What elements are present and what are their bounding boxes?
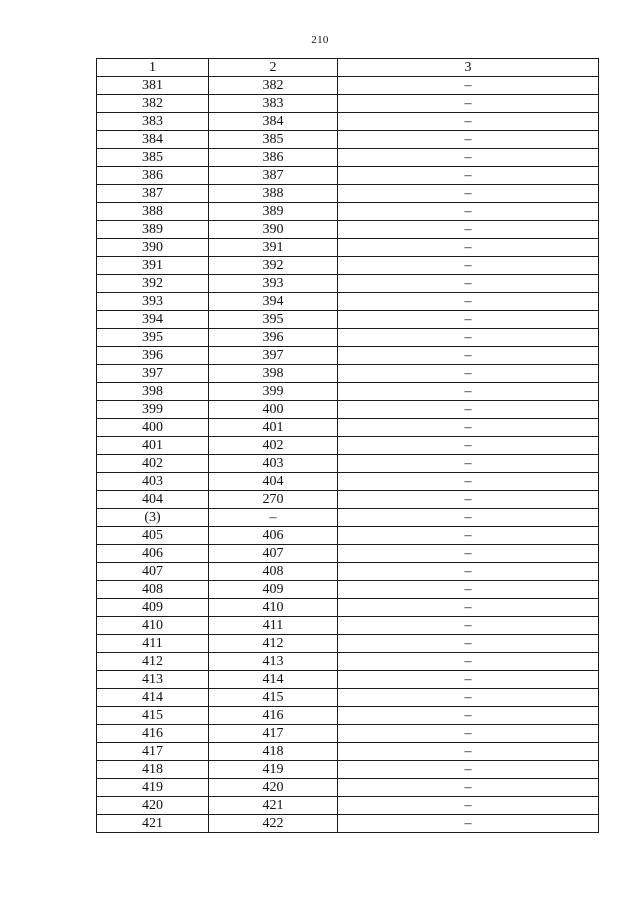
table-cell-col-3: – [338, 149, 599, 167]
table-row [97, 707, 599, 725]
table-row [97, 149, 599, 167]
table-cell-col-3: – [338, 563, 599, 581]
table-cell-col-1: 415 [97, 707, 209, 725]
table-cell-col-1: 409 [97, 599, 209, 617]
table-cell-col-1: 401 [97, 437, 209, 455]
table-row [97, 563, 599, 581]
table-row [97, 383, 599, 401]
table-row [97, 77, 599, 95]
table-row [97, 509, 599, 527]
table-cell-col-2: 414 [209, 671, 338, 689]
table-row [97, 221, 599, 239]
table-cell-col-2: 422 [209, 815, 338, 833]
table-cell-col-2: 394 [209, 293, 338, 311]
table-row [97, 545, 599, 563]
table-cell-col-1: 412 [97, 653, 209, 671]
table-cell-col-1: 421 [97, 815, 209, 833]
table-cell-col-3: – [338, 239, 599, 257]
table-cell-col-3: – [338, 671, 599, 689]
table-cell-col-2: 388 [209, 185, 338, 203]
table-cell-col-3: – [338, 725, 599, 743]
table-cell-col-3: – [338, 95, 599, 113]
table-row [97, 689, 599, 707]
table-cell-col-1: 402 [97, 455, 209, 473]
table-cell-col-1: 416 [97, 725, 209, 743]
table-cell-col-1: 392 [97, 275, 209, 293]
table-cell-col-1: 414 [97, 689, 209, 707]
table-cell-col-3: – [338, 509, 599, 527]
table-cell-col-3: – [338, 419, 599, 437]
table-cell-col-3: – [338, 311, 599, 329]
table-cell-col-3: – [338, 743, 599, 761]
table-cell-col-3: – [338, 365, 599, 383]
table-row [97, 167, 599, 185]
table-cell-col-1: 387 [97, 185, 209, 203]
table-cell-col-1: 420 [97, 797, 209, 815]
table-cell-col-3: – [338, 617, 599, 635]
table-header [97, 59, 599, 77]
table-cell-col-1: 410 [97, 617, 209, 635]
table-cell-col-2: 404 [209, 473, 338, 491]
table-cell-col-1: 394 [97, 311, 209, 329]
table-cell-col-2: 415 [209, 689, 338, 707]
table-row [97, 365, 599, 383]
table-cell-col-2: 389 [209, 203, 338, 221]
table-cell-col-2: 397 [209, 347, 338, 365]
table-cell-col-2: 393 [209, 275, 338, 293]
table-header-row [97, 59, 599, 77]
table-cell-col-3: – [338, 347, 599, 365]
table-cell-col-2: 385 [209, 131, 338, 149]
table-cell-col-2: 411 [209, 617, 338, 635]
table-cell-col-2: 420 [209, 779, 338, 797]
table-row [97, 779, 599, 797]
table-cell-col-1: 397 [97, 365, 209, 383]
table-cell-col-2: 410 [209, 599, 338, 617]
table-row [97, 311, 599, 329]
table-row [97, 437, 599, 455]
table-cell-col-1: 411 [97, 635, 209, 653]
table-cell-col-2: 408 [209, 563, 338, 581]
table-cell-col-1: 388 [97, 203, 209, 221]
table-cell-col-3: – [338, 275, 599, 293]
table-row [97, 239, 599, 257]
table-cell-col-1: 393 [97, 293, 209, 311]
table-cell-col-3: – [338, 203, 599, 221]
table-row [97, 581, 599, 599]
table-cell-col-3: – [338, 779, 599, 797]
table-cell-col-2: 270 [209, 491, 338, 509]
table-cell-col-2: 390 [209, 221, 338, 239]
table-cell-col-3: – [338, 707, 599, 725]
table-row [97, 329, 599, 347]
table-row [97, 257, 599, 275]
table-row [97, 725, 599, 743]
table-row [97, 815, 599, 833]
table-cell-col-2: 406 [209, 527, 338, 545]
table-cell-col-1: 386 [97, 167, 209, 185]
table-cell-col-2: 413 [209, 653, 338, 671]
table-row [97, 743, 599, 761]
table-cell-col-1: 406 [97, 545, 209, 563]
table-row [97, 203, 599, 221]
table-cell-col-3: – [338, 437, 599, 455]
table-cell-col-3: – [338, 221, 599, 239]
table-row [97, 275, 599, 293]
table-cell-col-3: – [338, 257, 599, 275]
table-row [97, 599, 599, 617]
table-cell-col-3: – [338, 293, 599, 311]
table-cell-col-1: 408 [97, 581, 209, 599]
table-cell-col-3: – [338, 581, 599, 599]
table-row [97, 761, 599, 779]
table-cell-col-3: – [338, 491, 599, 509]
table-cell-col-2: 382 [209, 77, 338, 95]
table-cell-col-2: 417 [209, 725, 338, 743]
table-cell-col-1: 404 [97, 491, 209, 509]
table-row [97, 347, 599, 365]
table-cell-col-2: – [209, 509, 338, 527]
column-header-1: 1 [97, 59, 209, 77]
table-row [97, 293, 599, 311]
table-cell-col-3: – [338, 401, 599, 419]
table-cell-col-1: 395 [97, 329, 209, 347]
table-cell-col-2: 402 [209, 437, 338, 455]
table-row [97, 455, 599, 473]
table-cell-col-3: – [338, 815, 599, 833]
table-cell-col-3: – [338, 473, 599, 491]
table-cell-col-2: 398 [209, 365, 338, 383]
table-cell-col-3: – [338, 167, 599, 185]
table-cell-col-2: 386 [209, 149, 338, 167]
table-cell-col-2: 387 [209, 167, 338, 185]
table-cell-col-2: 395 [209, 311, 338, 329]
table-row [97, 419, 599, 437]
table-cell-col-3: – [338, 77, 599, 95]
table-cell-col-3: – [338, 599, 599, 617]
table-cell-col-1: 417 [97, 743, 209, 761]
column-header-2: 2 [209, 59, 338, 77]
table-cell-col-3: – [338, 653, 599, 671]
table-row [97, 401, 599, 419]
table-row [97, 473, 599, 491]
table-cell-col-3: – [338, 761, 599, 779]
table-cell-col-3: – [338, 635, 599, 653]
table-cell-col-2: 400 [209, 401, 338, 419]
table-cell-col-1: 403 [97, 473, 209, 491]
table-cell-col-1: 384 [97, 131, 209, 149]
table-cell-col-3: – [338, 113, 599, 131]
table-cell-col-2: 403 [209, 455, 338, 473]
table-cell-col-1: 382 [97, 95, 209, 113]
table-row [97, 797, 599, 815]
table-cell-col-3: – [338, 689, 599, 707]
table-cell-col-1: 398 [97, 383, 209, 401]
column-header-3: 3 [338, 59, 599, 77]
table-cell-col-3: – [338, 131, 599, 149]
table-cell-col-3: – [338, 797, 599, 815]
table-cell-col-2: 396 [209, 329, 338, 347]
table-cell-col-1: 399 [97, 401, 209, 419]
table-cell-col-2: 391 [209, 239, 338, 257]
table-cell-col-2: 412 [209, 635, 338, 653]
table-row [97, 671, 599, 689]
table-row [97, 653, 599, 671]
table-cell-col-1: 396 [97, 347, 209, 365]
table-cell-col-2: 383 [209, 95, 338, 113]
table-row [97, 131, 599, 149]
table-cell-col-2: 419 [209, 761, 338, 779]
table-row [97, 95, 599, 113]
data-table [96, 58, 599, 833]
table-cell-col-2: 416 [209, 707, 338, 725]
page-number: 210 [311, 34, 329, 46]
table-cell-col-2: 384 [209, 113, 338, 131]
table-cell-col-2: 407 [209, 545, 338, 563]
table-cell-col-3: – [338, 185, 599, 203]
table-cell-col-1: 419 [97, 779, 209, 797]
table-cell-col-1: 418 [97, 761, 209, 779]
table-row [97, 491, 599, 509]
table-body [97, 77, 599, 833]
table-cell-col-2: 392 [209, 257, 338, 275]
table-cell-col-1: 413 [97, 671, 209, 689]
table-cell-col-2: 409 [209, 581, 338, 599]
table-cell-col-1: 385 [97, 149, 209, 167]
table-cell-col-1: 381 [97, 77, 209, 95]
table-row [97, 113, 599, 131]
table-cell-col-3: – [338, 545, 599, 563]
table-cell-col-1: (3) [97, 509, 209, 527]
table-cell-col-1: 383 [97, 113, 209, 131]
table-row [97, 635, 599, 653]
table-row [97, 617, 599, 635]
table-cell-col-1: 405 [97, 527, 209, 545]
table-cell-col-1: 400 [97, 419, 209, 437]
table-row [97, 185, 599, 203]
table-cell-col-3: – [338, 455, 599, 473]
table-cell-col-2: 421 [209, 797, 338, 815]
table-cell-col-3: – [338, 383, 599, 401]
table-cell-col-2: 401 [209, 419, 338, 437]
table-cell-col-1: 391 [97, 257, 209, 275]
table-cell-col-3: – [338, 329, 599, 347]
table-cell-col-2: 418 [209, 743, 338, 761]
table-cell-col-1: 389 [97, 221, 209, 239]
table-cell-col-1: 407 [97, 563, 209, 581]
table-cell-col-3: – [338, 527, 599, 545]
table-cell-col-2: 399 [209, 383, 338, 401]
table-row [97, 527, 599, 545]
table-cell-col-1: 390 [97, 239, 209, 257]
